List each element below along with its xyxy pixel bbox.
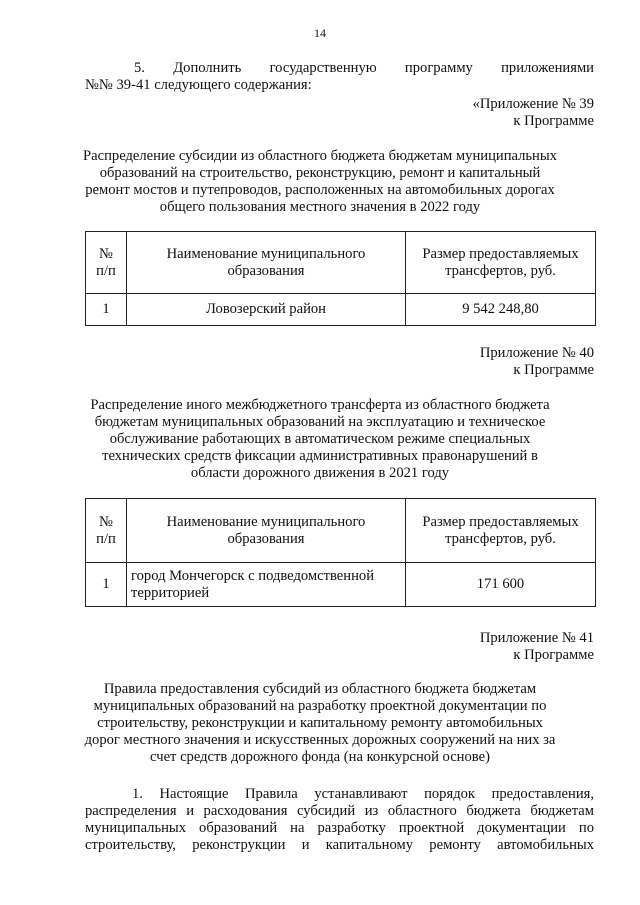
app40-title-line: Распределение иного межбюджетного трансферта из областного бюджета	[90, 397, 550, 413]
item5-word: государственную	[269, 60, 377, 76]
app41-paragraph-line: строительству, реконструкции и капитальному ремонту автомобильных	[85, 837, 594, 853]
app41-header2: к Программе	[513, 647, 594, 663]
item5-line2: №№ 39-41 следующего содержания:	[85, 77, 312, 93]
app39-header2: к Программе	[513, 113, 594, 129]
item5-word: программу	[404, 60, 473, 76]
row-num: 1	[86, 294, 127, 326]
header-amount	[406, 232, 596, 294]
header-amount-line: трансфертов, руб.	[445, 262, 556, 279]
header-name-line: Наименование муниципального	[166, 245, 366, 262]
row-name-line: территорией	[131, 584, 210, 601]
row-name-line: город Мончегорск с подведомственной	[131, 567, 375, 584]
app41-title-line: дорог местного значения и искусственных дорожных сооружений на них за	[84, 732, 556, 748]
table-row	[86, 563, 596, 607]
app40-title-line: обслуживание работающих в автоматическом режиме специальных	[109, 431, 531, 447]
table-row	[86, 294, 596, 326]
row-num: 1	[86, 563, 127, 607]
header-num	[86, 232, 127, 294]
app40-title-line: технических средств фиксации административных правонарушений в	[102, 448, 538, 464]
header-amount-line: трансфертов, руб.	[445, 530, 556, 547]
item5-word: приложениями	[501, 60, 594, 76]
app40-title-line: области дорожного движения в 2021 году	[190, 465, 450, 481]
table-header-row	[86, 499, 596, 563]
row-name: Ловозерский район	[127, 294, 406, 326]
app39-title-line: общего пользования местного значения в 2022 году	[159, 199, 481, 215]
row-name	[127, 563, 406, 607]
item5-word: 5.	[134, 60, 145, 76]
app40-header1: Приложение № 40	[479, 345, 594, 361]
header-name	[127, 232, 406, 294]
header-num	[86, 499, 127, 563]
header-amount	[406, 499, 596, 563]
page-number: 14	[314, 26, 326, 40]
header-amount-line: Размер предоставляемых	[422, 513, 579, 530]
header-name	[127, 499, 406, 563]
app41-paragraph-line: 1. Настоящие Правила устанавливают порядок предоставления,	[132, 786, 594, 802]
header-num-line: №	[99, 245, 113, 262]
app40-table	[85, 498, 596, 607]
item5-word: Дополнить	[173, 60, 242, 76]
app40-title-line: бюджетам муниципальных образований на эксплуатацию и техническое	[94, 414, 546, 430]
header-name-line: Наименование муниципального	[166, 513, 366, 530]
app41-paragraph-line: распределения и расходования субсидий из областного бюджета бюджетам	[85, 803, 594, 819]
app41-header1: Приложение № 41	[479, 630, 594, 646]
app39-title-line: образований на строительство, реконструкцию, ремонт и капитальный	[99, 165, 541, 181]
app41-title-line: Правила предоставления субсидий из областного бюджета бюджетам	[103, 681, 537, 697]
header-num-line: п/п	[96, 530, 116, 547]
item5-line1	[134, 60, 594, 77]
app41-paragraph-line: муниципальных образований на разработку проектной документации по	[85, 820, 594, 836]
app39-table	[85, 231, 596, 326]
app41-title-line: строительству, реконструкции и капитальному ремонту автомобильных	[97, 715, 543, 731]
header-num-line: №	[99, 513, 113, 530]
row-amount: 9 542 248,80	[406, 294, 596, 326]
app39-title-line: ремонт мостов и путепроводов, расположенных на автомобильных дорогах	[85, 182, 555, 198]
app41-title-line: муниципальных образований на разработку проектной документации по	[93, 698, 547, 714]
header-num-line: п/п	[96, 262, 116, 279]
app40-header2: к Программе	[513, 362, 594, 378]
header-name-line: образования	[227, 530, 305, 547]
header-amount-line: Размер предоставляемых	[422, 245, 579, 262]
app39-header1: «Приложение № 39	[472, 96, 594, 112]
table-header-row	[86, 232, 596, 294]
header-name-line: образования	[227, 262, 305, 279]
app39-title-line: Распределение субсидии из областного бюджета бюджетам муниципальных	[83, 148, 557, 164]
app41-title-line: счет средств дорожного фонда (на конкурсной основе)	[150, 749, 490, 765]
row-amount: 171 600	[406, 563, 596, 607]
